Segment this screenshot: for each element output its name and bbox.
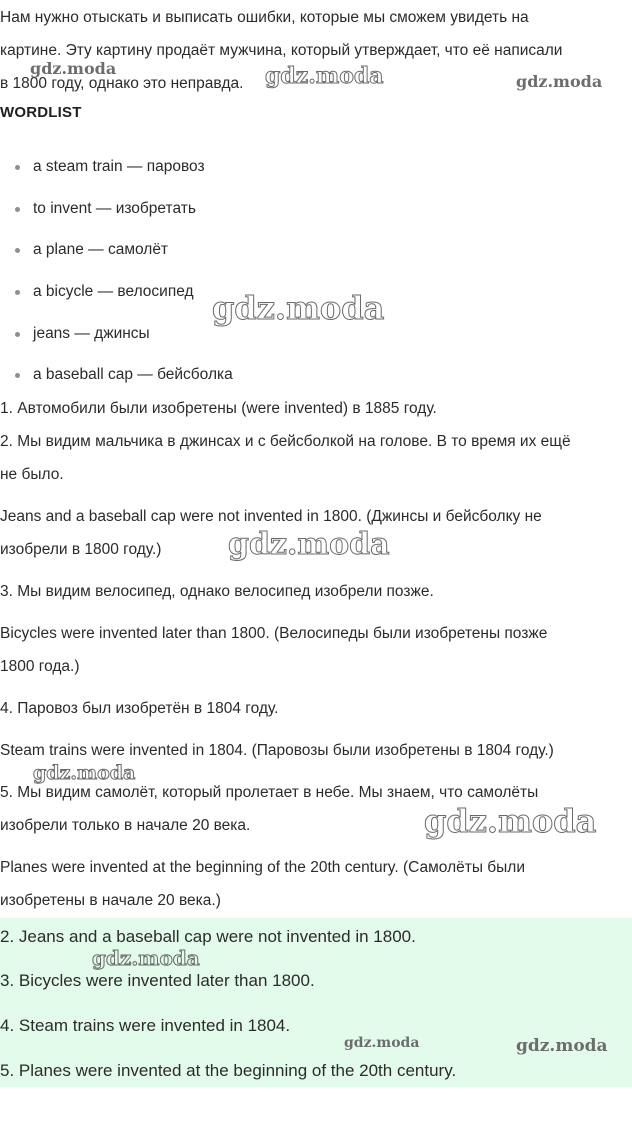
- bullet-icon: [15, 207, 20, 212]
- solution-line: Jeans and a baseball cap were not invented in 1800. (Джинсы и бейсболку не: [0, 508, 542, 525]
- list-item-text: a steam train — паровоз: [33, 158, 205, 175]
- bullet-icon: [15, 373, 20, 378]
- intro-line: в 1800 году, однако это неправда.: [0, 75, 244, 92]
- watermark: gdz.moda: [92, 946, 200, 970]
- answer-line: 4. Steam trains were invented in 1804.: [0, 1016, 291, 1035]
- solution-line: Planes were invented at the beginning of the 20th century. (Самолёты были: [0, 859, 526, 876]
- list-item: [0, 271, 233, 313]
- solution-line: 5. Мы видим самолёт, который пролетает в небе. Мы знаем, что самолёты: [0, 784, 539, 801]
- list-item-text: a baseball cap — бейсболка: [33, 366, 233, 384]
- list-item: [0, 229, 233, 271]
- solution-line: 4. Паровоз был изобретён в 1804 году.: [0, 700, 279, 717]
- list-item: [0, 313, 233, 355]
- intro-line: картине. Эту картину продаёт мужчина, который утверждает, что её написали: [0, 42, 563, 59]
- list-item: [0, 188, 233, 230]
- watermark: gdz.moda: [344, 1035, 420, 1051]
- list-item-text: jeans — джинсы: [33, 324, 150, 342]
- solution-line: не было.: [0, 466, 64, 483]
- watermark: gdz.moda: [33, 762, 136, 784]
- bullet-icon: [15, 165, 20, 170]
- list-item: [0, 146, 233, 188]
- solution-line: изобрели в 1800 году.): [0, 541, 162, 558]
- watermark: gdz.moda: [424, 802, 597, 840]
- answer-box: [0, 918, 632, 1087]
- solution-line: 1800 года.): [0, 658, 80, 675]
- wordlist: [0, 146, 233, 396]
- answer-line: 3. Bicycles were invented later than 1800.: [0, 971, 315, 990]
- watermark: gdz.moda: [516, 72, 603, 91]
- bullet-icon: [15, 290, 20, 295]
- watermark: gdz.moda: [265, 63, 384, 89]
- answer-line: 2. Jeans and a baseball cap were not invented in 1800.: [0, 927, 416, 946]
- intro-line: Нам нужно отыскать и выписать ошибки, которые мы сможем увидеть на: [0, 9, 529, 26]
- list-item: [0, 354, 233, 396]
- solution-line: Steam trains were invented in 1804. (Паровозы были изобретены в 1804 году.): [0, 742, 554, 759]
- solution-line: Bicycles were invented later than 1800. (Велосипеды были изобретены позже: [0, 625, 548, 642]
- solution-line: 2. Мы видим мальчика в джинсах и с бейсболкой на голове. В то время их ещё: [0, 433, 571, 450]
- answer-line: 5. Planes were invented at the beginning of the 20th century.: [0, 1061, 457, 1080]
- list-item-text: a plane — самолёт: [33, 241, 169, 259]
- solution-line: изобрели только в начале 20 века.: [0, 817, 251, 834]
- list-item-text: a bicycle — велосипед: [33, 283, 194, 301]
- watermark: gdz.moda: [30, 59, 117, 78]
- solution-line: 3. Мы видим велосипед, однако велосипед изобрели позже.: [0, 583, 434, 600]
- bullet-icon: [15, 332, 20, 337]
- watermark: gdz.moda: [228, 527, 390, 562]
- list-item-text: to invent — изобретать: [33, 199, 196, 217]
- watermark: gdz.moda: [212, 289, 385, 327]
- solution-line: изобретены в начале 20 века.): [0, 892, 221, 909]
- wordlist-heading: WORDLIST: [0, 104, 82, 121]
- watermark: gdz.moda: [516, 1036, 608, 1056]
- bullet-icon: [15, 248, 20, 253]
- solution-line: 1. Автомобили были изобретены (were invented) в 1885 году.: [0, 400, 437, 417]
